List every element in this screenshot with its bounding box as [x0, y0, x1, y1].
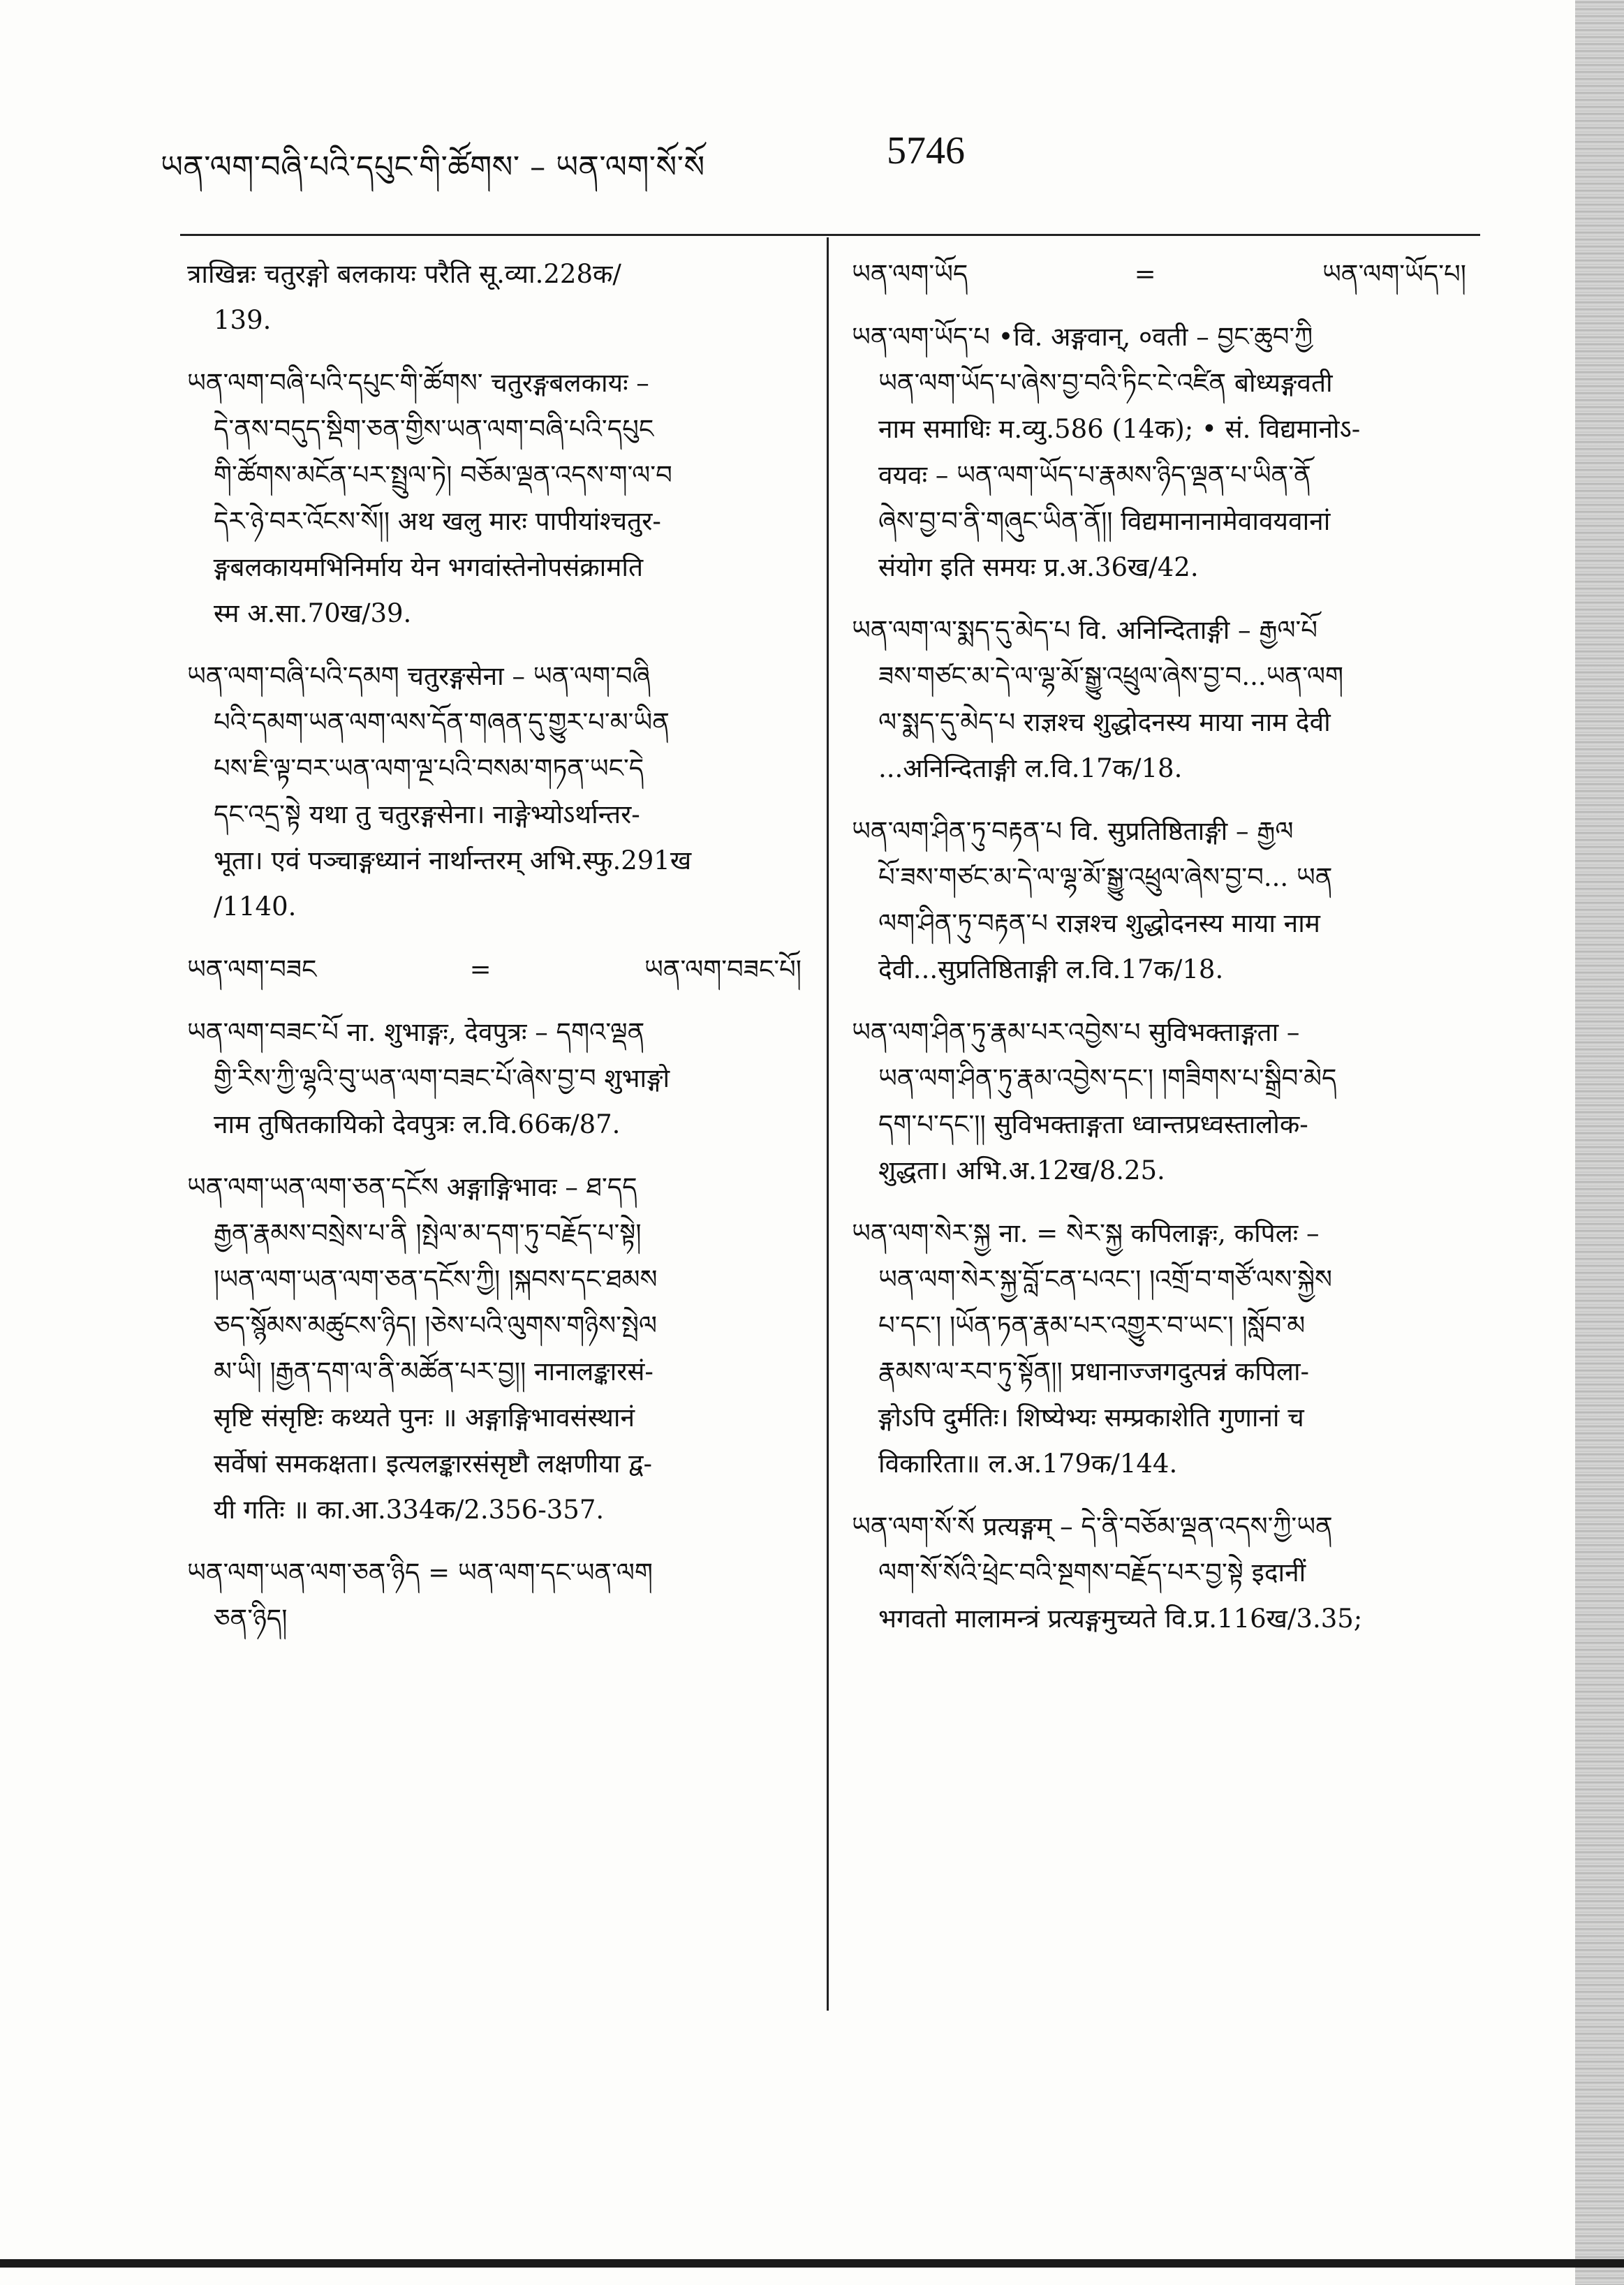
entry-text-line: ཅན་ཉིད། — [214, 1604, 288, 1634]
entry-text-line: विकारिता॥ ल.अ.179क/144. — [878, 1449, 1178, 1479]
entry-headword-line: ཡན་ལག་ཡོད་པ •वि. अङ्गवान्, ०वती – བྱང་ཆུབ་ཀྱི — [852, 322, 1313, 352]
right-column — [852, 251, 1466, 1659]
entry-text-line: དེར་ཉེ་བར་འོངས་སོ།། अथ खलु मारः पापीयांश्चतुर- — [214, 506, 661, 536]
page-number: 5746 — [887, 129, 965, 172]
header-rule — [180, 234, 1480, 236]
entry-text-line: ङ्गबलकायमभिनिर्माय येन भगवांस्तेनोपसंक्रामति — [214, 552, 644, 582]
entry-text-line: ङ्गोऽपि दुर्मतिः। शिष्येभ्यः सम्प्रकाशेति गुणानां च — [878, 1403, 1304, 1433]
entry-headword-line: ཡན་ལག་ཡན་ལག་ཅན་དངོས अङ्गाङ्गिभावः – ཐ་དད — [187, 1172, 637, 1202]
dictionary-entry — [187, 947, 802, 993]
dictionary-entry — [852, 607, 1466, 792]
entry-text-line: ཅད་སྙོམས་མཚུངས་ཉིད། །ཅེས་པའི་ལུགས་གཉིས་སྤེལ — [214, 1310, 657, 1340]
entry-text-line: གི་ཚོགས་མངོན་པར་སྤྲུལ་ཏེ། བཅོམ་ལྡན་འདས་ག་ལ་བ — [214, 460, 672, 490]
entry-headword-line: ཡན་ལག་སེར་སྐྱ ना. = སེར་སྐྱ कपिलाङ्गः, कपिलः – — [852, 1218, 1320, 1248]
entry-text-line: ལག་ཤིན་ཏུ་བརྟན་པ राज्ञश्च शुद्धोदनस्य माया नाम — [878, 908, 1320, 938]
entry-text-line: भूता। एवं पञ्चाङ्गध्यानं नार्थान्तरम् अभि.स्फु.291ख — [214, 845, 692, 875]
cross-reference-mid: = — [1134, 259, 1156, 289]
cross-reference-right: ཡན་ལག་བཟང་པོ། — [644, 954, 802, 984]
entry-headword-line: ཡན་ལག་བཞི་པའི་དཔུང་གི་ཚོགས་ चतुरङ्गबलकायः – — [187, 368, 649, 398]
entry-text-line: རྒྱན་རྣམས་བསྲེས་པ་ནི །སྤེལ་མ་དག་ཏུ་བརྗོད་པ་སྟེ། — [214, 1218, 642, 1248]
entry-text-line: པ་དང་། །ཡོན་ཏན་རྣམ་པར་འགྱུར་བ་ཡང་། །སློབ་མ — [878, 1310, 1306, 1340]
entry-text-line: རྣམས་ལ་རབ་ཏུ་སྟོན།། प्रधानाज्जगदुत्पन्नं कपिला- — [878, 1356, 1310, 1386]
entry-headword-line: ཡན་ལག་ཤིན་ཏུ་རྣམ་པར་འབྱེས་པ सुविभक्ताङ्गता – — [852, 1017, 1300, 1047]
entry-text-line: नाम समाधिः म.व्यु.586 (14क); • सं. विद्यमानोऽ- — [878, 414, 1361, 444]
entry-text-line: ཟས་གཙང་མ་དེ་ལ་ལྷ་མོ་སྒྱུ་འཕྲུལ་ཞེས་བྱ་བ...ཡན་ལག — [878, 661, 1344, 691]
entry-text-line: དེ་ནས་བདུད་སྡིག་ཅན་གྱིས་ཡན་ལག་བཞི་པའི་དཔུང — [214, 414, 654, 444]
cross-reference-line — [852, 251, 1466, 297]
dictionary-entry — [187, 360, 802, 637]
entry-text-line: ཡན་ལག་ཡོད་པ་ཞེས་བྱ་བའི་ཏིང་ངེ་འཛིན बोध्यङ्गवती — [878, 368, 1333, 398]
entry-text-line: 139. — [214, 305, 272, 335]
column-divider — [827, 237, 829, 2011]
entry-text-line: དག་པ་དང་།། सुविभक्ताङ्गता ध्वान्तप्रध्वस्तालोक- — [878, 1109, 1308, 1139]
dictionary-entry — [187, 251, 802, 343]
entry-text-line: ཡན་ལག་ཤིན་ཏུ་རྣམ་འབྱེས་དང་། །གཟིགས་པ་སྒྲིབ་མེད — [878, 1063, 1337, 1093]
header-title: ཡན་ལག་བཞི་པའི་དཔུང་གི་ཚོགས་ – ཡན་ལག་སོ་སོ — [161, 149, 705, 185]
entry-headword-line: ཡན་ལག་ཡན་ལག་ཅན་ཉིད = ཡན་ལག་དང་ཡན་ལག — [187, 1558, 653, 1588]
dictionary-entry — [852, 1504, 1466, 1642]
entry-text-line: भगवतो मालामन्त्रं प्रत्यङ्गमुच्यते वि.प्र.116ख/3.35; — [878, 1604, 1363, 1634]
entry-text-line: संयोग इति समयः प्र.अ.36ख/42. — [878, 552, 1199, 582]
entry-headword-line: ཡན་ལག་བཟང་པོ ना. शुभाङ्गः, देवपुत्रः – དགའ་ལྡན — [187, 1017, 645, 1047]
cross-reference-left: ཡན་ལག་བཟང — [187, 954, 317, 984]
entry-text-line: ཡན་ལག་སེར་སྐྱ་བློ་ངན་པའང་། །འགྲོ་བ་གཙོ་ལས་སྐྱེས — [878, 1264, 1332, 1294]
entry-text-line: གྱི་རིས་ཀྱི་ལྷའི་བུ་ཡན་ལག་བཟང་པོ་ཞེས་བྱ་བ शुभाङ्गो — [214, 1063, 670, 1093]
entry-text-line: /1140. — [214, 892, 297, 922]
entry-text-line: པོ་ཟས་གཙང་མ་དེ་ལ་ལྷ་མོ་སྒྱུ་འཕྲུལ་ཞེས་བྱ་བ... ཡན — [878, 862, 1333, 892]
entry-text-line: नाम तुषितकायिको देवपुत्रः ल.वि.66क/87. — [214, 1109, 621, 1139]
entry-headword-line: ཡན་ལག་ཤིན་ཏུ་བརྟན་པ वि. सुप्रतिष्ठिताङ्गी – རྒྱལ — [852, 816, 1294, 846]
entry-text-line: वयवः – ཡན་ལག་ཡོད་པ་རྣམས་ཉིད་ལྡན་པ་ཡིན་ནོ — [878, 460, 1311, 490]
entry-text-line: པའི་དམག་ཡན་ལག་ལས་དོན་གཞན་དུ་གྱུར་པ་མ་ཡིན — [214, 707, 670, 737]
entry-text-line: सर्वेषां समकक्षता। इत्यलङ्कारसंसृष्टौ लक्षणीया द्व- — [214, 1449, 652, 1479]
bottom-edge-rule — [0, 2259, 1624, 2268]
entry-text-line: དང་འདྲ་སྟེ यथा तु चतुरङ्गसेना। नाङ्गेभ्योऽर्थान्तर- — [214, 799, 640, 829]
dictionary-entry — [852, 1211, 1466, 1487]
cross-reference-line — [187, 947, 802, 993]
left-column — [187, 251, 802, 1659]
entry-text-line: པས་ཇི་ལྟ་བར་ཡན་ལག་ལྔ་པའི་བསམ་གཏན་ཡང་དེ — [214, 753, 644, 783]
scan-edge — [1575, 0, 1624, 2285]
entry-headword-line: त्राखिन्नः चतुरङ्गो बलकायः परैति सू.व्या.228क/ — [187, 259, 621, 289]
entry-headword-line: ཡན་ལག་སོ་སོ प्रत्यङ्गम् – དེ་ནི་བཅོམ་ལྡན་འདས་ཀྱི་ཡན — [852, 1511, 1333, 1541]
cross-reference-left: ཡན་ལག་ཡོད — [852, 259, 968, 289]
entry-headword-line: ཡན་ལག་བཞི་པའི་དམག चतुरङ्गसेना – ཡན་ལག་བཞི — [187, 661, 651, 691]
dictionary-entry — [187, 1010, 802, 1148]
dictionary-entry — [852, 1010, 1466, 1194]
dictionary-entry — [852, 808, 1466, 993]
entry-text-line: देवी...सुप्रतिष्ठिताङ्गी ल.वि.17क/18. — [878, 954, 1224, 984]
entry-headword-line: ཡན་ལག་ལ་སྨད་དུ་མེད་པ वि. अनिन्दिताङ्गी – རྒྱལ་པོ — [852, 615, 1317, 645]
entry-text-line: ལག་སོ་སོའི་ཕྲེང་བའི་སྔགས་བརྗོད་པར་བྱ་སྟེ इदानीं — [878, 1558, 1306, 1588]
dictionary-entry — [187, 1550, 802, 1642]
dictionary-entry — [187, 653, 802, 930]
cross-reference-mid: = — [469, 954, 492, 984]
entry-text-line: ...अनिन्दिताङ्गी ल.वि.17क/18. — [878, 753, 1183, 783]
cross-reference-right: ཡན་ལག་ཡོད་པ། — [1322, 259, 1466, 289]
entry-text-line: सृष्टि संसृष्टिः कथ्यते पुनः ॥ अङ्गाङ्गिभावसंस्थानं — [214, 1403, 635, 1433]
dictionary-entry — [852, 314, 1466, 591]
page-header — [161, 119, 1487, 185]
entry-text-line: शुद्धता। अभि.अ.12ख/8.25. — [878, 1155, 1165, 1185]
dictionary-entry — [187, 1164, 802, 1533]
entry-text-line: མ་ཡི། །རྒྱན་དག་ལ་ནི་མཚོན་པར་བྱ།། नानालङ्कारसं- — [214, 1356, 654, 1386]
entry-text-line: །ཡན་ལག་ཡན་ལག་ཅན་དངོས་ཀྱི། །སྐབས་དང་ཐམས — [214, 1264, 658, 1294]
entry-text-line: ཞེས་བྱ་བ་ནི་གཞུང་ཡིན་ནོ།། विद्यमानानामेवावयवानां — [878, 506, 1331, 536]
dictionary-entry — [852, 251, 1466, 297]
entry-text-line: यी गतिः ॥ का.आ.334क/2.356-357. — [214, 1495, 605, 1525]
entry-text-line: ལ་སྨད་དུ་མེད་པ राज्ञश्च शुद्धोदनस्य माया नाम देवी — [878, 707, 1331, 737]
entry-text-line: स्म अ.सा.70ख/39. — [214, 598, 412, 628]
